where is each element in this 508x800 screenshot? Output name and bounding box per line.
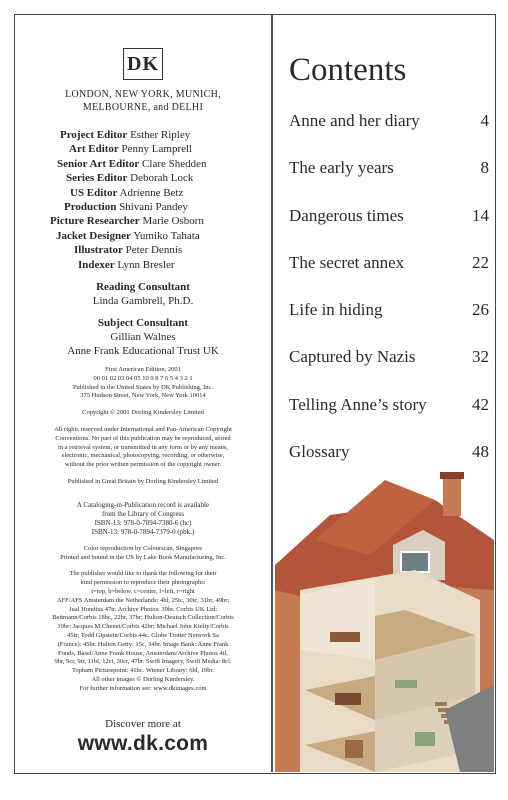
discover-label: Discover more at — [105, 717, 181, 730]
credits-list — [50, 128, 264, 272]
credit-line: Illustrator Peter Dennis — [74, 244, 183, 257]
toc-entry: Anne and her diary 4 — [289, 111, 489, 130]
toc-entry: The early years 8 — [289, 158, 489, 178]
photo-credits: AFF/AFS Amsterdam the Netherlands: 4bl, 25tc, 30tc, 31br, 49br; Jual Hondius 47tr. Archive Photos: 39br. Corbis UK Ltd: Bettmann/Corbis 18bc, 22br, 37br; Hulton-Deutsch Collection/Corbis 10br; Jacques M.Chenet/Corbis 42br; Michael John Kielty/Corbis 45tr; Todd Gipstein/Corbis 44c. Globe Trotter Network Sa (France): 45br. Hulton Getty: 15c, 34br. Image Bank: Anne Frank Fonds, Basel/Anne Frank House, Amsterdam/Archive Photos 4tl, 9br, 9cr, 9tr, 11bl, 12ct, 30cr, 47br. Swift Imagery, Swift Media: 8cl. Topham Picturepoint: 41bc. Wiener Library: 6bl, 19br. All other images © Dorling Kindersley. For further information see: www.dkimages.com — [52, 596, 234, 692]
publisher-cities: LONDON, NEW YORK, MUNICH, MELBOURNE, and DELHI — [65, 89, 221, 113]
column-divider — [271, 15, 273, 772]
toc-entry: Captured by Nazis 32 — [289, 347, 489, 367]
credit-line: Senior Art Editor Clare Shedden — [57, 157, 207, 170]
imprint-block: First American Edition, 2001 00 01 02 03 04 05 10 9 8 7 6 5 4 3 2 1 Published in the United States by DK Publishing, Inc. 375 Hudson Street, New York, New York 10014 — [72, 366, 214, 400]
website-url: www.dk.com — [77, 731, 209, 755]
credit-line: US Editor Adrienne Betz — [70, 186, 184, 199]
toc-entry: Life in hiding 26 — [289, 300, 489, 320]
toc-entry: Glossary 48 — [289, 442, 489, 462]
credit-line: Indexer Lynn Bresler — [78, 258, 175, 271]
copyright-page — [22, 28, 264, 756]
rights-block: All rights reserved under International and Pan-American Copyright Conventions. No part of this publication may be reproduced, stored in a retrieval system, or transmitted in any form or by any means, electronic, mechanical, photocopying, recording, or otherwise, without the prior written permission of the copyright owner. — [54, 426, 232, 469]
house-cutaway-illustration — [275, 470, 494, 772]
toc-entry: The secret annex 22 — [289, 252, 489, 272]
thanks-block: The publisher would like to thank the following for their kind permission to reproduce their photographs: t=top, b=below, c=center, l=left, r=right — [69, 570, 217, 596]
toc-entry: Dangerous times 14 — [289, 205, 489, 225]
cip-block: A Cataloging-in-Publication record is available from the Library of Congress ISBN-13: 978-0-7894-7380-6 (hc) ISBN-13: 978-0-7894-7379-0 (pbk.) — [76, 500, 210, 536]
dk-logo: DK — [123, 48, 163, 80]
credit-line: Art Editor Penny Lamprell — [69, 143, 193, 156]
copyright-line: Copyright © 2001 Dorling Kindersley Limited — [82, 409, 204, 417]
credit-line: Project Editor Esther Ripley — [60, 129, 191, 141]
credit-line: Series Editor Deborah Lock — [66, 172, 194, 185]
printing-block: Color reproduction by Colourscan, Singapore Printed and bound in the US by Lake Book Manufacturing, Inc. — [60, 544, 226, 561]
credit-line: Picture Researcher Marie Osborn — [50, 215, 204, 228]
credit-line: Jacket Designer Yumiko Tahata — [56, 229, 200, 242]
reading-consultant: Reading Consultant Linda Gambrell, Ph.D. — [92, 281, 194, 308]
toc-entry: Telling Anne’s story 42 — [289, 394, 489, 414]
credit-line: Production Shivani Pandey — [64, 201, 188, 214]
contents-title: Contents — [289, 52, 407, 88]
subject-consultant: Subject Consultant Gillian Walnes Anne Frank Educational Trust UK — [67, 317, 219, 358]
published-gb: Published in Great Britain by Dorling Kindersley Limited — [67, 478, 219, 486]
contents-column — [289, 48, 489, 488]
